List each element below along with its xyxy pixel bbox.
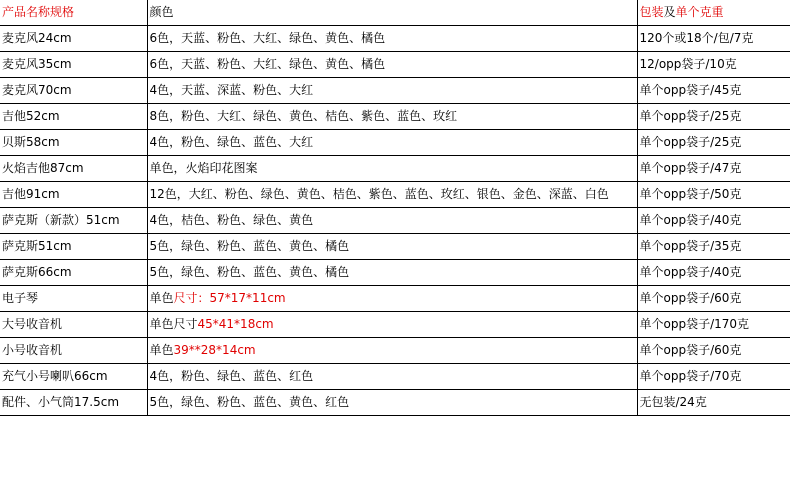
- product-name-cell: 萨克斯（新款）51cm: [0, 208, 147, 234]
- color-cell: [147, 312, 637, 338]
- packing-cell: 单个opp袋子/45克: [637, 78, 790, 104]
- color-cell: 8色，粉色、大红、绿色、黄色、桔色、紫色、蓝色、玫红: [147, 104, 637, 130]
- product-name-cell: 贝斯58cm: [0, 130, 147, 156]
- table-row: [0, 234, 790, 260]
- color-cell: 4色，粉色、绿色、蓝色、大红: [147, 130, 637, 156]
- product-name-cell: 吉他91cm: [0, 182, 147, 208]
- color-cell: [147, 338, 637, 364]
- size-text: 尺寸：57*17*11cm: [173, 291, 286, 305]
- packing-cell: 单个opp袋子/40克: [637, 260, 790, 286]
- table-row: [0, 52, 790, 78]
- color-cell: 4色，粉色、绿色、蓝色、红色: [147, 364, 637, 390]
- table-row: [0, 364, 790, 390]
- color-cell: 5色，绿色、粉色、蓝色、黄色、红色: [147, 390, 637, 416]
- packing-cell: 单个opp袋子/60克: [637, 286, 790, 312]
- table-row: [0, 286, 790, 312]
- size-text: 39**28*14cm: [173, 343, 256, 357]
- color-cell: 12色，大红、粉色、绿色、黄色、桔色、紫色、蓝色、玫红、银色、金色、深蓝、白色: [147, 182, 637, 208]
- packing-cell: 单个opp袋子/25克: [637, 130, 790, 156]
- packing-cell: 120个或18个/包/7克: [637, 26, 790, 52]
- table-row: [0, 130, 790, 156]
- color-cell: [147, 286, 637, 312]
- product-name-cell: 电子琴: [0, 286, 147, 312]
- product-name-cell: 小号收音机: [0, 338, 147, 364]
- header-color: [147, 0, 637, 26]
- product-name-cell: 配件、小气筒17.5cm: [0, 390, 147, 416]
- packing-cell: 单个opp袋子/60克: [637, 338, 790, 364]
- table-row: [0, 390, 790, 416]
- table-row: [0, 312, 790, 338]
- product-name-cell: 麦克风24cm: [0, 26, 147, 52]
- product-name-cell: 萨克斯66cm: [0, 260, 147, 286]
- header-product-name: [0, 0, 147, 26]
- header-unit-weight-label: 单个克重: [675, 5, 724, 19]
- table-row: [0, 182, 790, 208]
- packing-cell: 无包装/24克: [637, 390, 790, 416]
- color-cell: 4色，天蓝、深蓝、粉色、大红: [147, 78, 637, 104]
- product-name-cell: 吉他52cm: [0, 104, 147, 130]
- product-name-cell: 麦克风35cm: [0, 52, 147, 78]
- color-cell: 6色，天蓝、粉色、大红、绿色、黄色、橘色: [147, 26, 637, 52]
- header-packing-label: 包装: [639, 5, 664, 19]
- table-row: [0, 78, 790, 104]
- table-row: [0, 26, 790, 52]
- packing-cell: 12/opp袋子/10克: [637, 52, 790, 78]
- color-prefix: 单色尺寸: [149, 317, 198, 331]
- table-row: [0, 156, 790, 182]
- packing-cell: 单个opp袋子/25克: [637, 104, 790, 130]
- packing-cell: 单个opp袋子/47克: [637, 156, 790, 182]
- table-row: [0, 260, 790, 286]
- packing-cell: 单个opp袋子/50克: [637, 182, 790, 208]
- packing-cell: 单个opp袋子/170克: [637, 312, 790, 338]
- product-name-cell: 火焰吉他87cm: [0, 156, 147, 182]
- header-color-label: 颜色: [149, 5, 174, 19]
- product-name-cell: 麦克风70cm: [0, 78, 147, 104]
- color-cell: 5色，绿色、粉色、蓝色、黄色、橘色: [147, 260, 637, 286]
- color-cell: 6色，天蓝、粉色、大红、绿色、黄色、橘色: [147, 52, 637, 78]
- product-name-cell: 大号收音机: [0, 312, 147, 338]
- packing-cell: 单个opp袋子/70克: [637, 364, 790, 390]
- color-cell: 5色，绿色、粉色、蓝色、黄色、橘色: [147, 234, 637, 260]
- table-row: [0, 208, 790, 234]
- header-packing: [637, 0, 790, 26]
- color-cell: 4色，桔色、粉色、绿色、黄色: [147, 208, 637, 234]
- header-packing-connector: 及: [663, 5, 676, 19]
- size-text: 45*41*18cm: [197, 317, 274, 331]
- packing-cell: 单个opp袋子/40克: [637, 208, 790, 234]
- table-row: [0, 338, 790, 364]
- packing-cell: 单个opp袋子/35克: [637, 234, 790, 260]
- table-row: [0, 104, 790, 130]
- table-header-row: [0, 0, 790, 26]
- header-product-name-label: 产品名称规格: [2, 5, 75, 19]
- color-prefix: 单色: [149, 343, 174, 357]
- product-name-cell: 充气小号喇叭66cm: [0, 364, 147, 390]
- color-prefix: 单色: [149, 291, 174, 305]
- product-name-cell: 萨克斯51cm: [0, 234, 147, 260]
- color-cell: 单色，火焰印花图案: [147, 156, 637, 182]
